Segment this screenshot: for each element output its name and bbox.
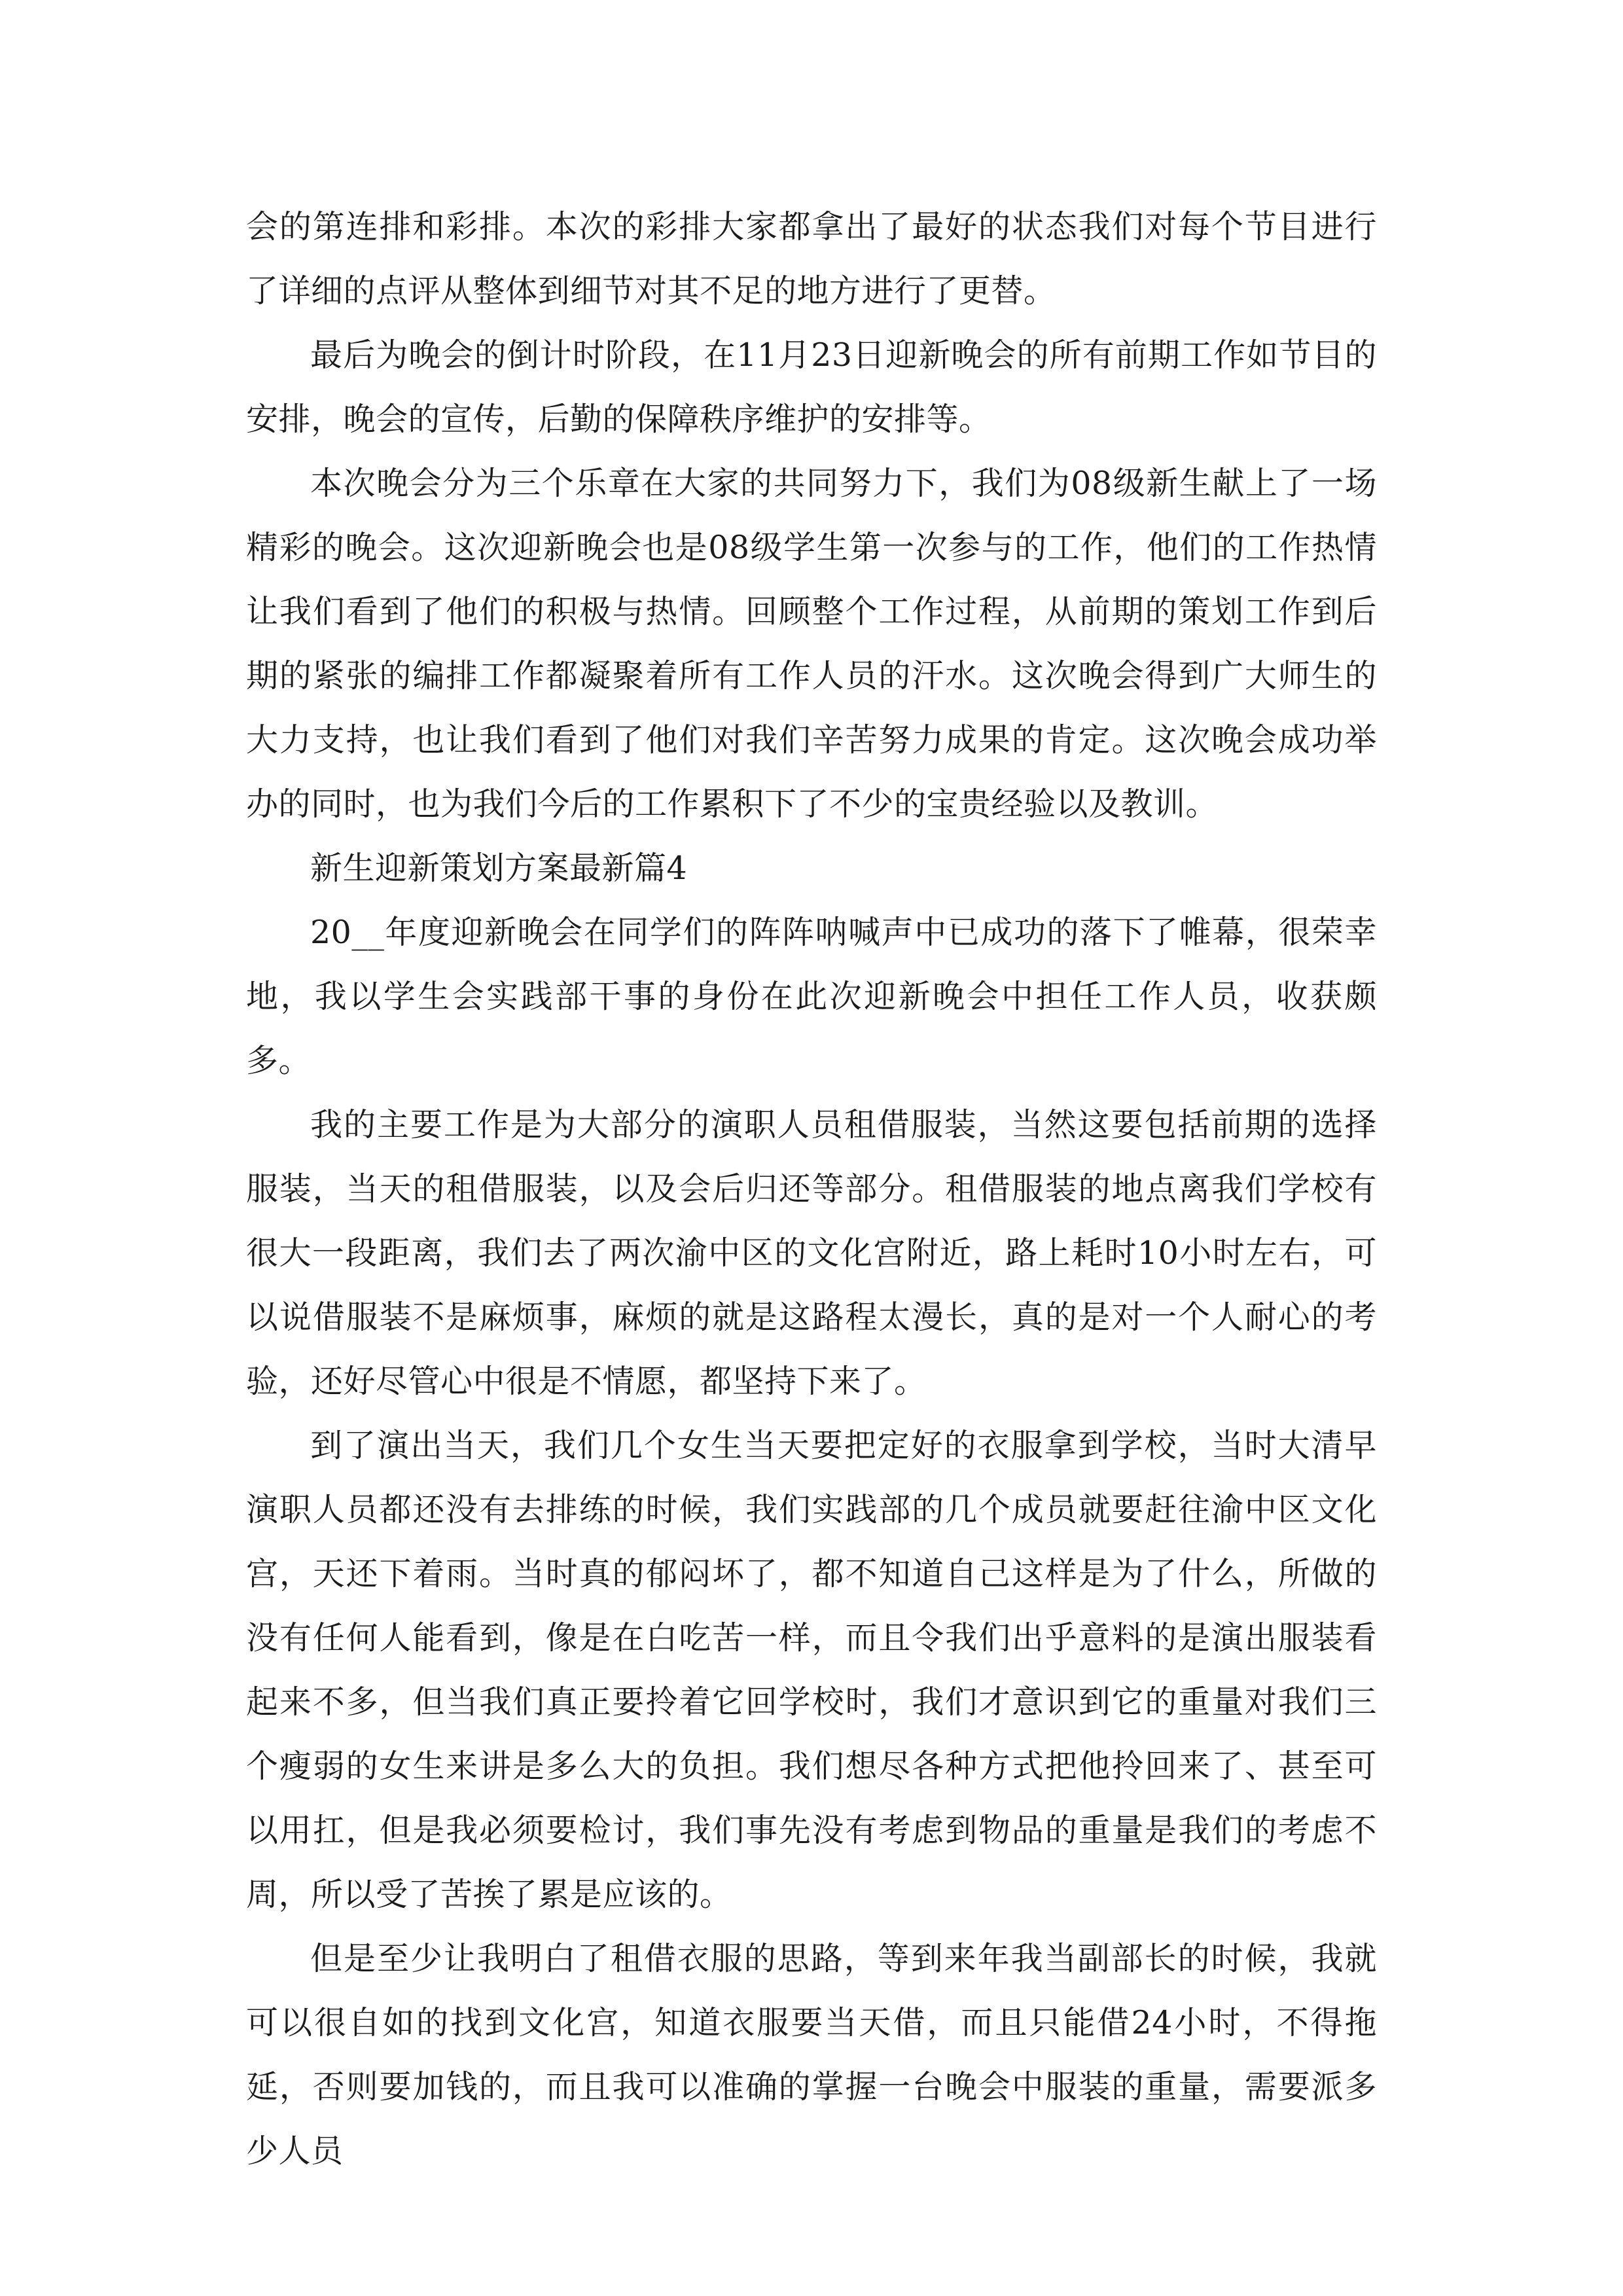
section-heading: 新生迎新策划方案最新篇4 (310, 850, 688, 887)
paragraph: 最后为晚会的倒计时阶段，在11月23日迎新晚会的所有前期工作如节目的安排，晚会的宣传，后勤的保障秩序维护的安排等。 (246, 336, 1377, 438)
paragraph: 20__年度迎新晚会在同学们的阵阵呐喊声中已成功的落下了帷幕，很荣幸地，我以学生会实践部干事的身份在此次迎新晚会中担任工作人员，收获颇多。 (246, 914, 1377, 1079)
paragraph: 我的主要工作是为大部分的演职人员租借服装，当然这要包括前期的选择服装，当天的租借服装，以及会后归还等部分。租借服装的地点离我们学校有很大一段距离，我们去了两次渝中区的文化宫附近，路上耗时10小时左右，可以说借服装不是麻烦事，麻烦的就是这路程太漫长，真的是对一个人耐心的考验，还好尽管心中很是不情愿，都坚持下来了。 (246, 1106, 1377, 1400)
document-body (246, 195, 1377, 2183)
paragraph: 到了演出当天，我们几个女生当天要把定好的衣服拿到学校，当时大清早演职人员都还没有去排练的时候，我们实践部的几个成员就要赶往渝中区文化宫，天还下着雨。当时真的郁闷坏了，都不知道自己这样是为了什么，所做的没有任何人能看到，像是在白吃苦一样，而且令我们出乎意料的是演出服装看起来不多，但当我们真正要拎着它回学校时，我们才意识到它的重量对我们三个瘦弱的女生来讲是多么大的负担。我们想尽各种方式把他拎回来了、甚至可以用扛，但是我必须要检讨，我们事先没有考虑到物品的重量是我们的考虑不周，所以受了苦挨了累是应该的。 (246, 1427, 1377, 1913)
paragraph-continuation: 会的第连排和彩排。本次的彩排大家都拿出了最好的状态我们对每个节目进行了详细的点评从整体到细节对其不足的地方进行了更替。 (246, 208, 1377, 310)
paragraph: 本次晚会分为三个乐章在大家的共同努力下，我们为08级新生献上了一场精彩的晚会。这次迎新晚会也是08级学生第一次参与的工作，他们的工作热情让我们看到了他们的积极与热情。回顾整个工作过程，从前期的策划工作到后期的紧张的编排工作都凝聚着所有工作人员的汗水。这次晚会得到广大师生的大力支持，也让我们看到了他们对我们辛苦努力成果的肯定。这次晚会成功举办的同时，也为我们今后的工作累积下了不少的宝贵经验以及教训。 (246, 465, 1377, 823)
paragraph: 但是至少让我明白了租借衣服的思路，等到来年我当副部长的时候，我就可以很自如的找到文化宫，知道衣服要当天借，而且只能借24小时，不得拖延，否则要加钱的，而且我可以准确的掌握一台晚会中服装的重量，需要派多少人员 (246, 1940, 1377, 2170)
